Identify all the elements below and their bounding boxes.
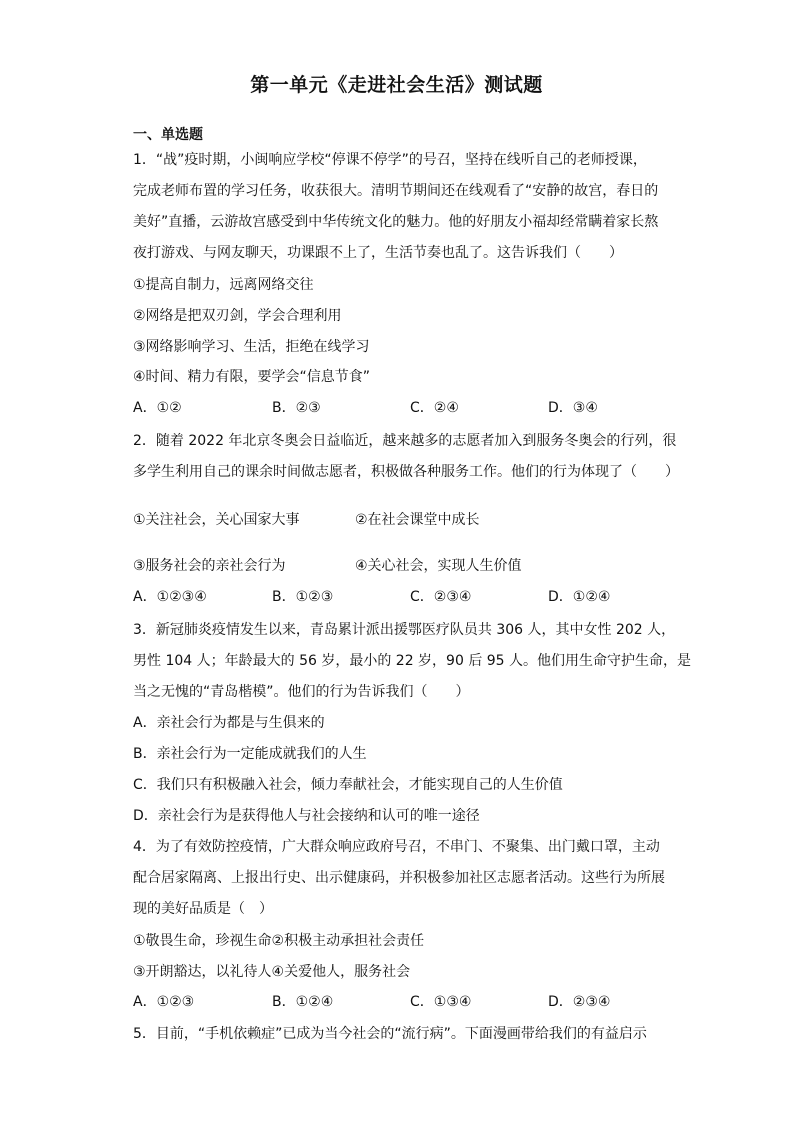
q3-option-b: B．亲社会行为一定能成就我们的人生 [133,746,367,762]
q2-option-b: B．①②③ [272,589,334,605]
section-heading: 一、单选题 [133,127,203,143]
q1-option-c: C．②④ [410,400,459,416]
q4-option-b: B．①②④ [272,994,334,1010]
q3-option-d: D．亲社会行为是获得他人与社会接纳和认可的唯一途径 [133,808,480,824]
q1-statement-4: ④时间、精力有限，要学会“信息节食” [133,369,371,385]
q4-option-a: A．①②③ [133,994,195,1010]
q1-line-4: 夜打游戏、与网友聊天，功课跟不上了，生活节奏也乱了。这告诉我们（ ） [133,245,623,261]
q2-statement-1: ①关注社会，关心国家大事 [133,512,300,528]
q4-option-c: C．①③④ [410,994,472,1010]
q1-statement-3: ③网络影响学习、生活，拒绝在线学习 [133,339,370,355]
q1-option-a: A．①② [133,400,182,416]
q4-option-d: D．②③④ [548,994,611,1010]
q2-line-1: 2．随着 2022 年北京冬奥会日益临近，越来越多的志愿者加入到服务冬奥会的行列，很 [133,433,677,449]
q1-statement-2: ②网络是把双刃剑，学会合理利用 [133,308,342,324]
q2-statement-4: ④关心社会，实现人生价值 [355,558,522,574]
q3-line-3: 当之无愧的“青岛楷模”。他们的行为告诉我们（ ） [133,684,470,700]
q3-option-c: C．我们只有积极融入社会，倾力奉献社会，才能实现自己的人生价值 [133,777,563,793]
q1-line-2: 完成老师布置的学习任务，收获很大。清明节期间还在线观看了“安静的故宫，春日的 [133,183,659,199]
q2-statement-2: ②在社会课堂中成长 [355,512,480,528]
q3-option-a: A．亲社会行为都是与生俱来的 [133,715,325,731]
q4-line-2: 配合居家隔离、上报出行史、出示健康码，并积极参加社区志愿者活动。这些行为所展 [133,870,665,886]
q4-line-3: 现的美好品质是（ ） [133,901,273,917]
q1-option-b: B．②③ [272,400,321,416]
q2-option-a: A．①②③④ [133,589,207,605]
q2-option-d: D．①②④ [548,589,611,605]
q4-statement-1: ①敬畏生命，珍视生命②积极主动承担社会责任 [133,933,425,949]
q2-statement-3: ③服务社会的亲社会行为 [133,558,286,574]
q5-line-1: 5．目前，“手机依赖症”已成为当今社会的“流行病”。下面漫画带给我们的有益启示 [133,1026,647,1042]
q2-option-c: C．②③④ [410,589,472,605]
document-title: 第一单元《走进社会生活》测试题 [250,74,543,96]
q3-line-1: 3．新冠肺炎疫情发生以来，青岛累计派出援鄂医疗队员共 306 人，其中女性 202 人， [133,622,676,638]
q1-line-3: 美好”直播，云游故宫感受到中华传统文化的魅力。他的好朋友小福却经常瞒着家长熬 [133,214,659,230]
q4-line-1: 4．为了有效防控疫情，广大群众响应政府号召，不串门、不聚集、出门戴口罩，主动 [133,839,660,855]
q2-line-2: 多学生利用自己的课余时间做志愿者，积极做各种服务工作。他们的行为体现了（ ） [133,464,679,480]
q1-statement-1: ①提高自制力，远离网络交往 [133,277,314,293]
q3-line-2: 男性 104 人；年龄最大的 56 岁，最小的 22 岁，90 后 95 人。他们用生命守护生命，是 [133,653,692,669]
q1-option-d: D．③④ [548,400,598,416]
q1-line-1: 1．“战”疫时期，小闽响应学校“停课不停学”的号召，坚持在线听自己的老师授课， [133,152,647,168]
q4-statement-2: ③开朗豁达，以礼待人④关爱他人，服务社会 [133,964,411,980]
